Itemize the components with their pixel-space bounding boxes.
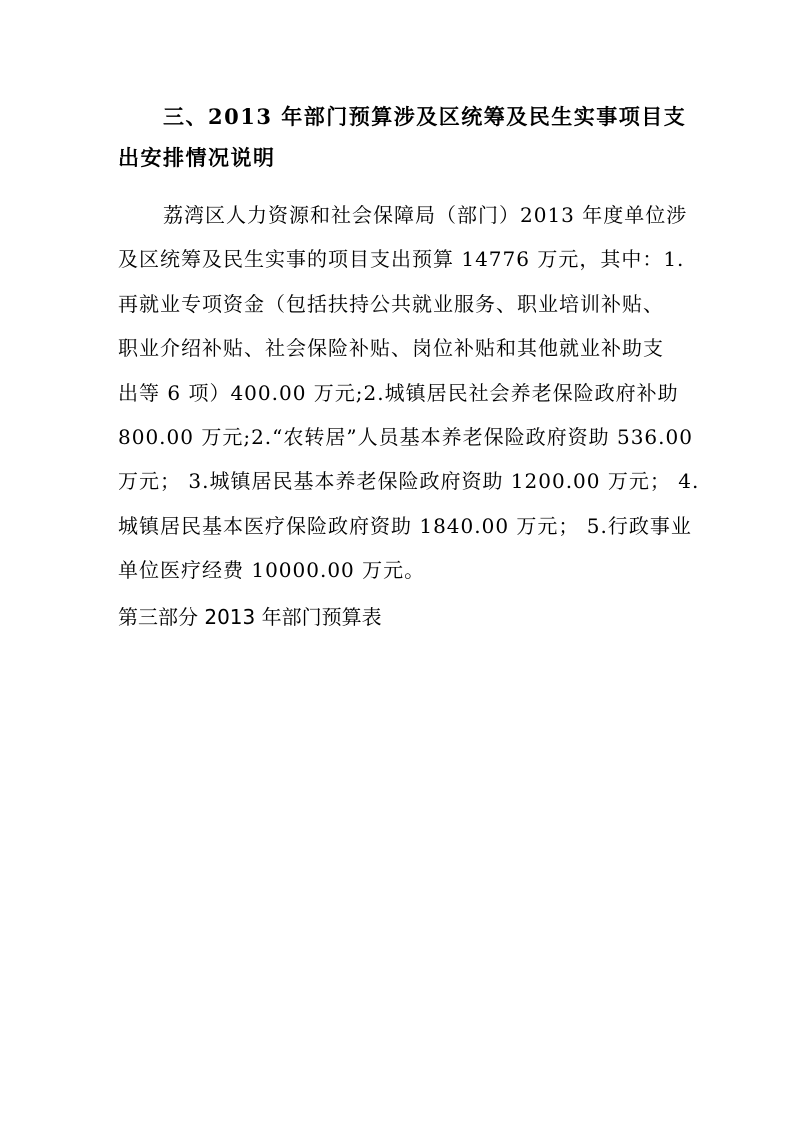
- paragraph-line: 及区统筹及民生实事的项目支出预算 14776 万元，其中：1.: [118, 247, 685, 272]
- paragraph-line: 再就业专项资金（包括扶持公共就业服务、职业培训补贴、: [118, 291, 664, 316]
- paragraph-line: 单位医疗经费 10000.00 万元。: [118, 558, 426, 583]
- paragraph-line: 荔湾区人力资源和社会保障局（部门）2013 年度单位涉: [163, 203, 688, 227]
- paragraph-line: 城镇居民基本医疗保险政府资助 1840.00 万元； 5.行政事业: [118, 513, 692, 538]
- paragraph-line: 万元； 3.城镇居民基本养老保险政府资助 1200.00 万元； 4.: [118, 469, 700, 494]
- paragraph-line: 职业介绍补贴、社会保险补贴、岗位补贴和其他就业补助支: [118, 336, 664, 361]
- section-heading-line-2: 出安排情况说明: [118, 145, 276, 170]
- section-heading-line-1: 三、2013 年部门预算涉及区统筹及民生实事项目支: [163, 104, 687, 129]
- paragraph-line: 出等 6 项）400.00 万元;2.城镇居民社会养老保险政府补助: [118, 380, 679, 405]
- paragraph-line: 800.00 万元;2.“农转居”人员基本养老保险政府资助 536.00: [118, 425, 693, 449]
- part-title: 第三部分 2013 年部门预算表: [118, 605, 382, 629]
